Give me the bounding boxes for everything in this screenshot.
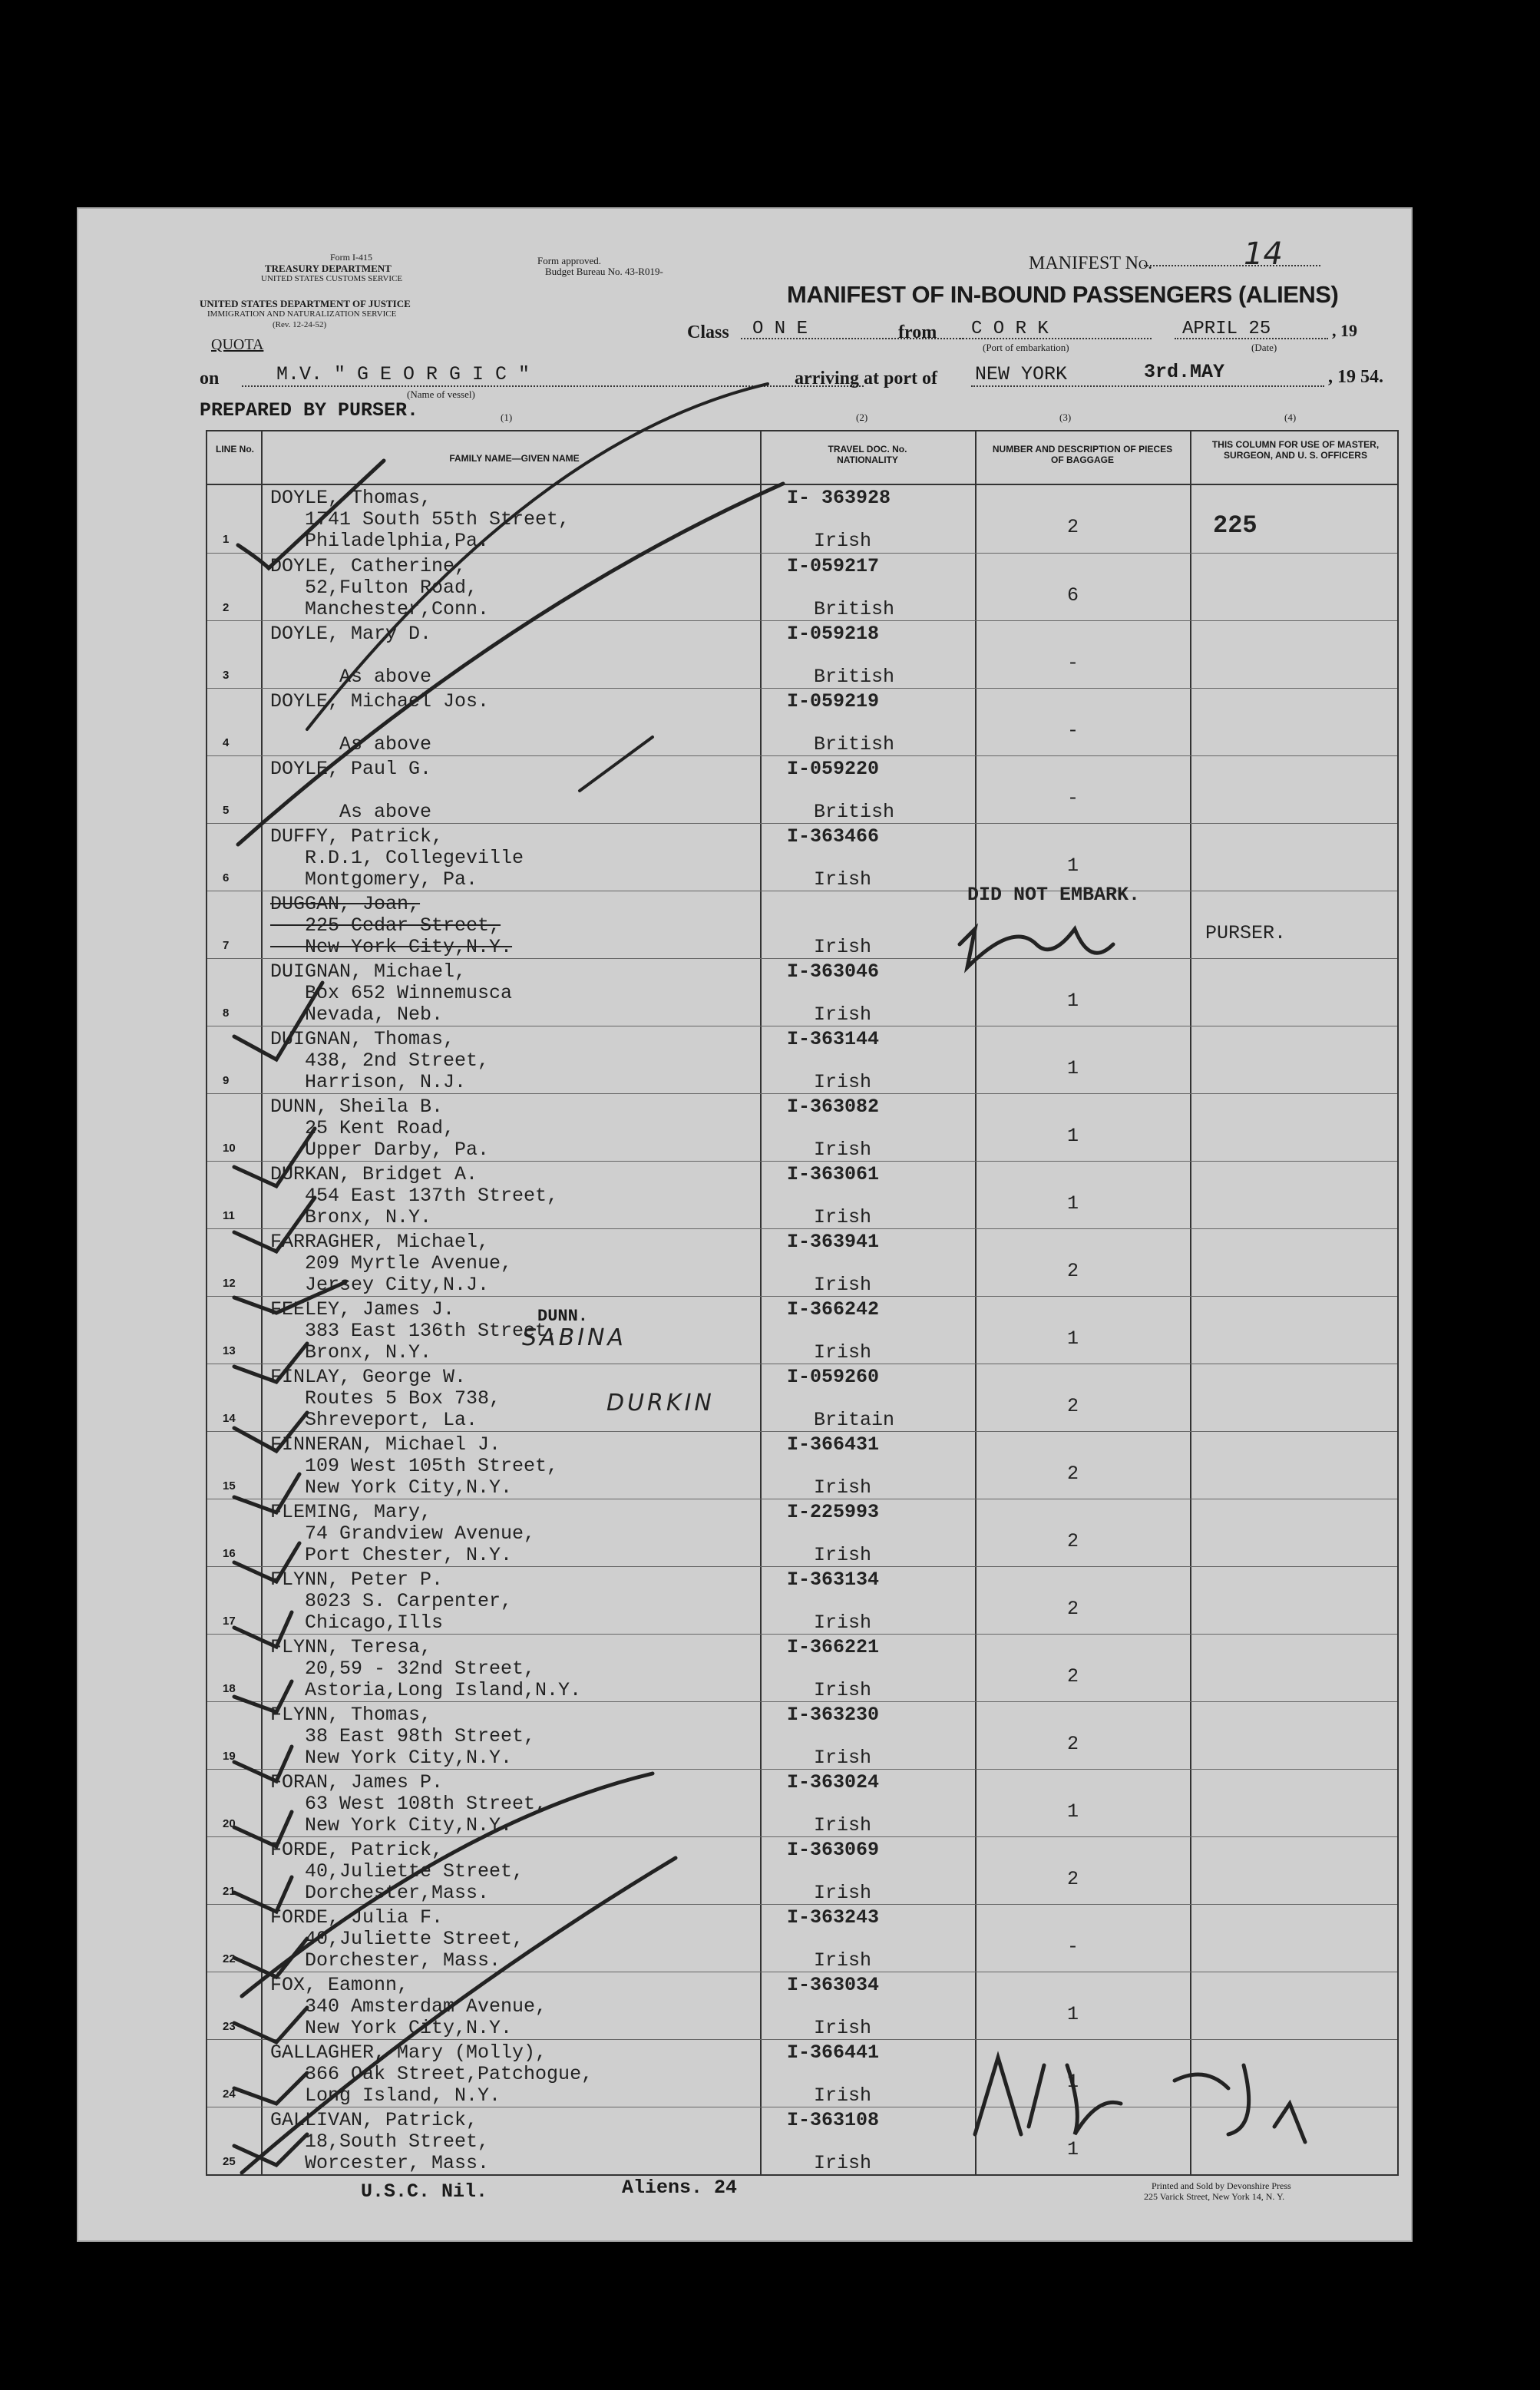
check-marks bbox=[77, 207, 1413, 2242]
baggage-count: - bbox=[1067, 719, 1079, 742]
passenger-address: 40,Juliette Street, bbox=[270, 1860, 524, 1883]
col-num-1: (1) bbox=[501, 412, 513, 423]
passenger-address: Worcester, Mass. bbox=[270, 2152, 490, 2174]
line-number: 20 bbox=[223, 1817, 236, 1830]
annotation-sabina: SABINA bbox=[522, 1324, 626, 1351]
passenger-address: 383 East 136th Street, bbox=[270, 1320, 559, 1342]
officer-use-note: PURSER. bbox=[1205, 922, 1287, 944]
baggage-count: 1 bbox=[1067, 1057, 1079, 1079]
line-number: 11 bbox=[223, 1209, 235, 1222]
line-number: 24 bbox=[223, 2088, 236, 2101]
baggage-count: 2 bbox=[1067, 1395, 1079, 1417]
passenger-name: DOYLE, Mary D. bbox=[270, 623, 432, 645]
col-num-4: (4) bbox=[1284, 412, 1297, 423]
passenger-address: Routes 5 Box 738, bbox=[270, 1387, 501, 1410]
line-number: 3 bbox=[223, 669, 230, 682]
justice-dept: UNITED STATES DEPARTMENT OF JUSTICE bbox=[200, 298, 411, 309]
travel-doc-number: I-363108 bbox=[787, 2109, 880, 2131]
manifest-label: MANIFEST No. bbox=[1029, 253, 1153, 273]
nationality: Irish bbox=[814, 1274, 872, 1296]
passenger-name: GALLIVAN, Patrick, bbox=[270, 2109, 478, 2131]
passenger-address: 366 Oak Street,Patchogue, bbox=[270, 2063, 593, 2085]
passenger-address: Dorchester, Mass. bbox=[270, 1949, 501, 1972]
travel-doc-number: I-363941 bbox=[787, 1231, 880, 1253]
col-num-2: (2) bbox=[856, 412, 868, 423]
passenger-name: FLYNN, Thomas, bbox=[270, 1704, 432, 1726]
passenger-address: Astoria,Long Island,N.Y. bbox=[270, 1679, 582, 1701]
passenger-address: Bronx, N.Y. bbox=[270, 1341, 432, 1364]
passenger-address: New York City,N.Y. bbox=[270, 1476, 513, 1499]
baggage-count: 2 bbox=[1067, 1260, 1079, 1282]
baggage-count: 1 bbox=[1067, 1125, 1079, 1147]
line-number: 17 bbox=[223, 1615, 236, 1628]
passenger-name: DURKAN, Bridget A. bbox=[270, 1163, 478, 1185]
passenger-name: FOX, Eamonn, bbox=[270, 1974, 409, 1996]
line-number: 5 bbox=[223, 804, 230, 817]
passenger-address: 438, 2nd Street, bbox=[270, 1050, 490, 1072]
passenger-address: 74 Grandview Avenue, bbox=[270, 1522, 536, 1545]
passenger-address: Nevada, Neb. bbox=[270, 1003, 444, 1026]
nationality: Irish bbox=[814, 1679, 872, 1701]
passenger-name: FLYNN, Teresa, bbox=[270, 1636, 432, 1658]
baggage-count: 1 bbox=[1067, 855, 1079, 877]
annotation-dunn: DUNN. bbox=[537, 1307, 589, 1326]
passenger-name: GALLAGHER, Mary (Molly), bbox=[270, 2041, 547, 2064]
passenger-address: As above bbox=[270, 666, 432, 688]
passenger-name: FINLAY, George W. bbox=[270, 1366, 467, 1388]
passenger-address: New York City,N.Y. bbox=[270, 1814, 513, 1836]
baggage-count: 1 bbox=[1067, 1800, 1079, 1823]
nationality: Irish bbox=[814, 2017, 872, 2039]
arrival-year: , 19 54. bbox=[1328, 367, 1383, 387]
footer-usc: U.S.C. Nil. bbox=[361, 2180, 488, 2203]
immigration-service: IMMIGRATION AND NATURALIZATION SERVICE bbox=[207, 309, 397, 319]
baggage-count: 2 bbox=[1067, 1463, 1079, 1485]
baggage-count: 2 bbox=[1067, 1530, 1079, 1552]
line-number: 8 bbox=[223, 1007, 230, 1020]
passenger-address: 52,Fulton Road, bbox=[270, 577, 478, 599]
travel-doc-number: I-363134 bbox=[787, 1569, 880, 1591]
line-number: 21 bbox=[223, 1885, 236, 1898]
from-label: from bbox=[898, 322, 937, 342]
line-number: 14 bbox=[223, 1412, 236, 1425]
nationality: Irish bbox=[814, 2152, 872, 2174]
annotation-durkin: DURKIN bbox=[606, 1390, 715, 1416]
arriving-label: arriving at port of bbox=[795, 369, 937, 388]
from-value: C O R K bbox=[971, 319, 1049, 339]
baggage-count: 2 bbox=[1067, 516, 1079, 538]
passenger-name: FARRAGHER, Michael, bbox=[270, 1231, 490, 1253]
line-number: 9 bbox=[223, 1074, 230, 1087]
line-number: 25 bbox=[223, 2155, 236, 2168]
form-approved: Form approved. bbox=[537, 255, 602, 266]
nationality: British bbox=[814, 733, 895, 755]
baggage-count: - bbox=[1067, 652, 1079, 674]
travel-doc-number: I- 363928 bbox=[787, 487, 891, 509]
travel-doc-number: I-363466 bbox=[787, 825, 880, 848]
line-number: 19 bbox=[223, 1750, 236, 1763]
travel-doc-number: I-366441 bbox=[787, 2041, 880, 2064]
passenger-name: FORAN, James P. bbox=[270, 1771, 444, 1793]
footer-printer-2: 225 Varick Street, New York 14, N. Y. bbox=[1144, 2191, 1285, 2202]
nationality: Irish bbox=[814, 2084, 872, 2107]
line-number: 13 bbox=[223, 1344, 236, 1357]
col-num-3: (3) bbox=[1059, 412, 1072, 423]
nationality: Irish bbox=[814, 1071, 872, 1093]
travel-doc-number: I-225993 bbox=[787, 1501, 880, 1523]
passenger-address: 18,South Street, bbox=[270, 2131, 490, 2153]
baggage-count: - bbox=[1067, 1935, 1079, 1958]
footer-printer-1: Printed and Sold by Devonshire Press bbox=[1152, 2180, 1291, 2191]
vessel-name: M.V. " G E O R G I C " bbox=[276, 363, 530, 385]
baggage-count: 1 bbox=[1067, 1192, 1079, 1215]
nationality: Irish bbox=[814, 936, 872, 958]
passenger-name: DUNN, Sheila B. bbox=[270, 1096, 444, 1118]
nationality: Irish bbox=[814, 1544, 872, 1566]
passenger-address: Manchester,Conn. bbox=[270, 598, 490, 620]
passenger-address: Box 652 Winnemusca bbox=[270, 982, 513, 1004]
travel-doc-number: I-366242 bbox=[787, 1298, 880, 1321]
baggage-count: - bbox=[1067, 787, 1079, 809]
passenger-address: 63 West 108th Street, bbox=[270, 1793, 547, 1815]
vessel-caption: (Name of vessel) bbox=[407, 388, 475, 400]
travel-doc-number: I-363069 bbox=[787, 1839, 880, 1861]
travel-doc-number: I-059260 bbox=[787, 1366, 880, 1388]
arrival-date: 3rd.MAY bbox=[1144, 361, 1225, 383]
col-header-name: FAMILY NAME—GIVEN NAME bbox=[449, 453, 580, 464]
passenger-name: FINNERAN, Michael J. bbox=[270, 1433, 501, 1456]
passenger-address: New York City,N.Y. bbox=[270, 936, 513, 958]
passenger-name: DUGGAN, Joan, bbox=[270, 893, 421, 915]
nationality: Irish bbox=[814, 1206, 872, 1228]
manifest-title: MANIFEST OF IN-BOUND PASSENGERS (ALIENS) bbox=[787, 281, 1339, 308]
travel-doc-number: I-363034 bbox=[787, 1974, 880, 1996]
class-label: Class bbox=[687, 322, 729, 342]
passenger-address: Dorchester,Mass. bbox=[270, 1882, 490, 1904]
from-caption: (Port of embarkation) bbox=[983, 342, 1069, 353]
passenger-name: DOYLE, Catherine, bbox=[270, 555, 467, 577]
nationality: British bbox=[814, 666, 895, 688]
passenger-address: R.D.1, Collegeville bbox=[270, 847, 524, 869]
baggage-count: DID NOT EMBARK. bbox=[967, 884, 1141, 906]
passenger-address: 225 Cedar Street, bbox=[270, 914, 501, 937]
travel-doc-number: I-363230 bbox=[787, 1704, 880, 1726]
date-value: APRIL 25 bbox=[1182, 319, 1271, 339]
passenger-address: Upper Darby, Pa. bbox=[270, 1139, 490, 1161]
passenger-name: FORDE, Patrick, bbox=[270, 1839, 444, 1861]
revision: (Rev. 12-24-52) bbox=[273, 320, 327, 329]
passenger-address: 25 Kent Road, bbox=[270, 1117, 455, 1139]
passenger-name: DOYLE, Michael Jos. bbox=[270, 690, 490, 712]
line-number: 4 bbox=[223, 736, 230, 749]
passenger-address: 209 Myrtle Avenue, bbox=[270, 1252, 513, 1274]
nationality: Irish bbox=[814, 1476, 872, 1499]
passenger-address: 454 East 137th Street, bbox=[270, 1185, 559, 1207]
nationality: Britain bbox=[814, 1409, 895, 1431]
line-number: 15 bbox=[223, 1479, 236, 1493]
passenger-address: New York City,N.Y. bbox=[270, 2017, 513, 2039]
travel-doc-number: I-059217 bbox=[787, 555, 880, 577]
quota-label: QUOTA bbox=[211, 336, 264, 353]
passenger-address: 20,59 - 32nd Street, bbox=[270, 1658, 536, 1680]
baggage-count: 1 bbox=[1067, 2071, 1079, 2093]
passenger-address: Montgomery, Pa. bbox=[270, 868, 478, 891]
passenger-name: DUIGNAN, Thomas, bbox=[270, 1028, 455, 1050]
travel-doc-number: I-059219 bbox=[787, 690, 880, 712]
baggage-count: 1 bbox=[1067, 1327, 1079, 1350]
baggage-count: 2 bbox=[1067, 1598, 1079, 1620]
baggage-count: 6 bbox=[1067, 584, 1079, 607]
passenger-address: 109 West 105th Street, bbox=[270, 1455, 559, 1477]
passenger-address: Harrison, N.J. bbox=[270, 1071, 467, 1093]
travel-doc-number: I-366431 bbox=[787, 1433, 880, 1456]
passenger-address: Bronx, N.Y. bbox=[270, 1206, 432, 1228]
passenger-address: 8023 S. Carpenter, bbox=[270, 1590, 513, 1612]
nationality: Irish bbox=[814, 530, 872, 552]
travel-doc-number: I-363082 bbox=[787, 1096, 880, 1118]
passenger-address: Long Island, N.Y. bbox=[270, 2084, 501, 2107]
passenger-address: New York City,N.Y. bbox=[270, 1747, 513, 1769]
nationality: Irish bbox=[814, 1882, 872, 1904]
baggage-count: 2 bbox=[1067, 1665, 1079, 1688]
passenger-name: FLEMING, Mary, bbox=[270, 1501, 432, 1523]
line-number: 7 bbox=[223, 939, 230, 952]
line-number: 23 bbox=[223, 2020, 236, 2033]
baggage-count: 1 bbox=[1067, 990, 1079, 1012]
passenger-name: DUFFY, Patrick, bbox=[270, 825, 444, 848]
passenger-address: As above bbox=[270, 801, 432, 823]
col-header-officers: THIS COLUMN FOR USE OF MASTER, SURGEON, AND U. S. OFFICERS bbox=[1211, 439, 1380, 461]
nationality: Irish bbox=[814, 1139, 872, 1161]
line-number: 2 bbox=[223, 601, 230, 614]
passenger-address: Philadelphia,Pa. bbox=[270, 530, 490, 552]
travel-doc-number: I-363243 bbox=[787, 1906, 880, 1929]
line-number: 12 bbox=[223, 1277, 236, 1290]
travel-doc-number: I-363144 bbox=[787, 1028, 880, 1050]
passenger-address: Jersey City,N.J. bbox=[270, 1274, 490, 1296]
passenger-name: DUIGNAN, Michael, bbox=[270, 960, 467, 983]
travel-doc-number: I-363024 bbox=[787, 1771, 880, 1793]
travel-doc-number: I-059220 bbox=[787, 758, 880, 780]
travel-doc-number: I-363046 bbox=[787, 960, 880, 983]
col-header-line: LINE No. bbox=[216, 444, 254, 455]
passenger-address: 1741 South 55th Street, bbox=[270, 508, 570, 531]
baggage-count: 1 bbox=[1067, 2003, 1079, 2025]
port-value: NEW YORK bbox=[975, 363, 1068, 385]
footer-aliens: Aliens. 24 bbox=[622, 2177, 738, 2199]
prepared-by: PREPARED BY PURSER. bbox=[200, 399, 419, 421]
treasury-dept: TREASURY DEPARTMENT bbox=[265, 263, 392, 274]
nationality: Irish bbox=[814, 1612, 872, 1634]
baggage-count: 2 bbox=[1067, 1868, 1079, 1890]
line-number: 18 bbox=[223, 1682, 236, 1695]
passenger-address: As above bbox=[270, 733, 432, 755]
passenger-address: 38 East 98th Street, bbox=[270, 1725, 536, 1747]
passenger-name: FORDE, Julia F. bbox=[270, 1906, 444, 1929]
officer-use-note: 225 bbox=[1213, 511, 1257, 540]
travel-doc-number: I-366221 bbox=[787, 1636, 880, 1658]
line-number: 16 bbox=[223, 1547, 236, 1560]
nationality: Irish bbox=[814, 1747, 872, 1769]
nationality: Irish bbox=[814, 868, 872, 891]
line-number: 22 bbox=[223, 1952, 236, 1965]
nationality: Irish bbox=[814, 1003, 872, 1026]
travel-doc-number: I-363061 bbox=[787, 1163, 880, 1185]
class-value: O N E bbox=[752, 319, 808, 339]
passenger-address: Chicago,Ills bbox=[270, 1612, 444, 1634]
line-number: 1 bbox=[223, 533, 230, 546]
manifest-number: 14 bbox=[1244, 236, 1283, 272]
nationality: British bbox=[814, 598, 895, 620]
passenger-address: Shreveport, La. bbox=[270, 1409, 478, 1431]
passenger-name: DOYLE, Thomas, bbox=[270, 487, 432, 509]
manifest-sheet bbox=[77, 207, 1413, 2242]
budget-bureau: Budget Bureau No. 43-R019- bbox=[545, 266, 663, 277]
passenger-address: 40,Juliette Street, bbox=[270, 1928, 524, 1950]
nationality: Irish bbox=[814, 1949, 872, 1972]
line-number: 6 bbox=[223, 871, 230, 884]
passenger-name: DOYLE, Paul G. bbox=[270, 758, 432, 780]
passenger-name: FLYNN, Peter P. bbox=[270, 1569, 444, 1591]
customs-service: UNITED STATES CUSTOMS SERVICE bbox=[261, 274, 403, 283]
baggage-count: 1 bbox=[1067, 2138, 1079, 2160]
col-header-doc: TRAVEL DOC. No. NATIONALITY bbox=[828, 444, 907, 465]
nationality: British bbox=[814, 801, 895, 823]
nationality: Irish bbox=[814, 1814, 872, 1836]
form-number: Form I-415 bbox=[330, 252, 372, 263]
baggage-count: 2 bbox=[1067, 1733, 1079, 1755]
on-label: on bbox=[200, 369, 220, 388]
date-caption: (Date) bbox=[1251, 342, 1277, 353]
passenger-address: 340 Amsterdam Avenue, bbox=[270, 1995, 547, 2018]
line-number: 10 bbox=[223, 1142, 236, 1155]
passenger-name: FEELEY, James J. bbox=[270, 1298, 455, 1321]
travel-doc-number: I-059218 bbox=[787, 623, 880, 645]
date-year: , 19 bbox=[1332, 321, 1357, 340]
col-header-baggage: NUMBER AND DESCRIPTION OF PIECES OF BAGGAGE bbox=[992, 444, 1173, 465]
passenger-address: Port Chester, N.Y. bbox=[270, 1544, 513, 1566]
nationality: Irish bbox=[814, 1341, 872, 1364]
